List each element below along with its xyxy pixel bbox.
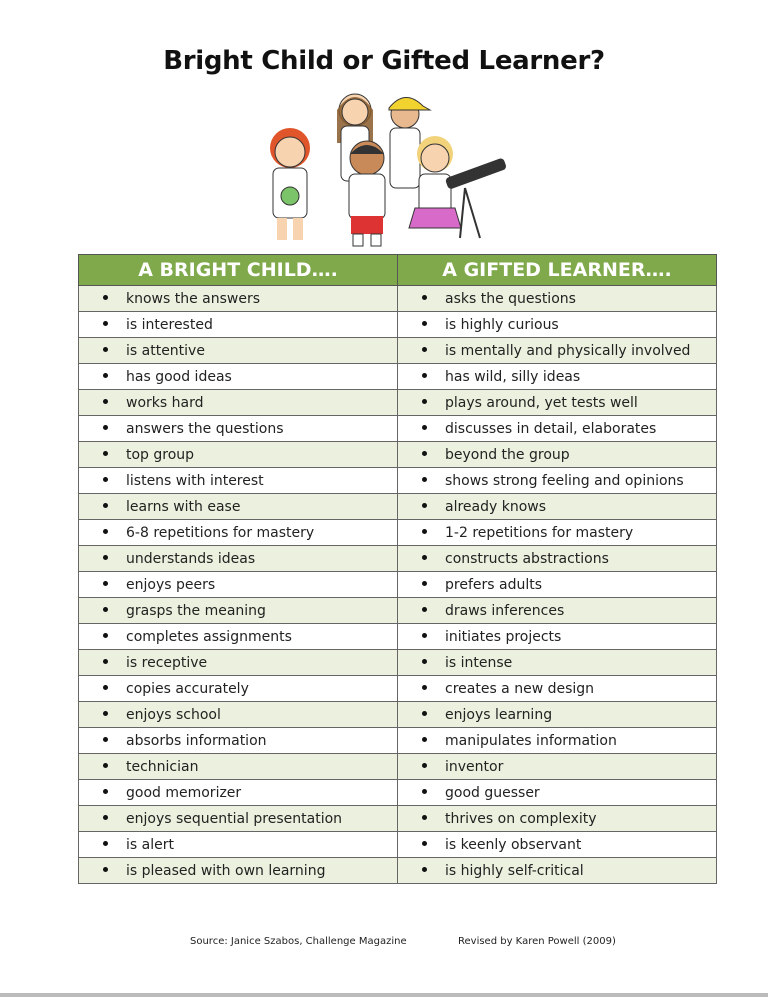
table-row — [79, 728, 717, 754]
trait-text: asks the questions — [445, 290, 576, 307]
trait-text: is highly curious — [445, 316, 559, 333]
table-row — [79, 338, 717, 364]
gifted-learner-trait — [398, 286, 717, 312]
bullet-icon — [422, 763, 427, 768]
bright-child-trait — [79, 546, 398, 572]
gifted-learner-trait — [398, 468, 717, 494]
bright-child-trait — [79, 494, 398, 520]
trait-text: enjoys peers — [126, 576, 216, 593]
trait-text: 6-8 repetitions for mastery — [126, 524, 315, 541]
bullet-icon — [103, 503, 108, 508]
trait-text: prefers adults — [445, 576, 543, 593]
trait-text: plays around, yet tests well — [445, 394, 638, 411]
gifted-learner-trait — [398, 832, 717, 858]
table-row — [79, 702, 717, 728]
bullet-icon — [103, 555, 108, 560]
bright-child-trait — [79, 676, 398, 702]
table-row — [79, 520, 717, 546]
gifted-learner-trait — [398, 702, 717, 728]
trait-text: absorbs information — [126, 732, 267, 749]
table-row — [79, 364, 717, 390]
table-row — [79, 624, 717, 650]
gifted-learner-trait — [398, 780, 717, 806]
trait-text: has good ideas — [126, 368, 232, 385]
bullet-icon — [103, 659, 108, 664]
bullet-icon — [103, 737, 108, 742]
trait-text: discusses in detail, elaborates — [445, 420, 657, 437]
trait-text: enjoys school — [126, 706, 221, 723]
bullet-icon — [422, 503, 427, 508]
bullet-icon — [103, 841, 108, 846]
bullet-icon — [422, 789, 427, 794]
bright-child-trait — [79, 780, 398, 806]
table-row — [79, 390, 717, 416]
table-row — [79, 546, 717, 572]
trait-text: inventor — [445, 758, 504, 775]
bullet-icon — [103, 451, 108, 456]
table-header-row — [79, 255, 717, 286]
comparison-table — [78, 254, 717, 884]
table-row — [79, 780, 717, 806]
table-row — [79, 806, 717, 832]
table-row — [79, 676, 717, 702]
bullet-icon — [103, 425, 108, 430]
bright-child-trait — [79, 286, 398, 312]
trait-text: is alert — [126, 836, 174, 853]
trait-text: is intense — [445, 654, 513, 671]
bullet-icon — [422, 321, 427, 326]
trait-text: is attentive — [126, 342, 205, 359]
trait-text: constructs abstractions — [445, 550, 609, 567]
trait-text: shows strong feeling and opinions — [445, 472, 684, 489]
gifted-learner-trait — [398, 338, 717, 364]
bullet-icon — [103, 295, 108, 300]
trait-text: knows the answers — [126, 290, 261, 307]
bullet-icon — [103, 685, 108, 690]
gifted-learner-trait — [398, 858, 717, 884]
bright-child-trait — [79, 598, 398, 624]
bright-child-trait — [79, 416, 398, 442]
trait-text: answers the questions — [126, 420, 284, 437]
bullet-icon — [103, 399, 108, 404]
gifted-learner-trait — [398, 416, 717, 442]
table-row — [79, 650, 717, 676]
bullet-icon — [422, 347, 427, 352]
bullet-icon — [103, 867, 108, 872]
bullet-icon — [422, 399, 427, 404]
trait-text: creates a new design — [445, 680, 595, 697]
gifted-learner-trait — [398, 520, 717, 546]
table-row — [79, 468, 717, 494]
column-header-bright-child: A BRIGHT CHILD…. — [79, 255, 398, 286]
table-body — [79, 286, 717, 884]
trait-text: copies accurately — [126, 680, 249, 697]
revision-credit: Revised by Karen Powell (2009) — [458, 936, 616, 947]
bullet-icon — [422, 659, 427, 664]
bullet-icon — [103, 529, 108, 534]
trait-text: enjoys learning — [445, 706, 553, 723]
trait-text: 1-2 repetitions for mastery — [445, 524, 634, 541]
table-row — [79, 598, 717, 624]
table-row — [79, 286, 717, 312]
trait-text: already knows — [445, 498, 547, 515]
bullet-icon — [103, 633, 108, 638]
bright-child-trait — [79, 442, 398, 468]
bullet-icon — [103, 711, 108, 716]
bullet-icon — [422, 425, 427, 430]
table-row — [79, 858, 717, 884]
bullet-icon — [422, 607, 427, 612]
gifted-learner-trait — [398, 806, 717, 832]
bullet-icon — [103, 763, 108, 768]
bullet-icon — [103, 815, 108, 820]
trait-text: manipulates information — [445, 732, 617, 749]
gifted-learner-trait — [398, 676, 717, 702]
trait-text: is interested — [126, 316, 213, 333]
bullet-icon — [103, 477, 108, 482]
trait-text: technician — [126, 758, 199, 775]
trait-text: thrives on complexity — [445, 810, 597, 827]
gifted-learner-trait — [398, 442, 717, 468]
table-row — [79, 442, 717, 468]
bullet-icon — [422, 581, 427, 586]
trait-text: enjoys sequential presentation — [126, 810, 343, 827]
bright-child-trait — [79, 702, 398, 728]
bullet-icon — [422, 815, 427, 820]
bright-child-trait — [79, 338, 398, 364]
table-row — [79, 572, 717, 598]
trait-text: draws inferences — [445, 602, 565, 619]
trait-text: is receptive — [126, 654, 208, 671]
bullet-icon — [422, 867, 427, 872]
bright-child-trait — [79, 624, 398, 650]
gifted-learner-trait — [398, 546, 717, 572]
kids-scientists-clipart — [255, 88, 515, 250]
trait-text: is highly self-critical — [445, 862, 584, 879]
trait-text: works hard — [126, 394, 204, 411]
trait-text: beyond the group — [445, 446, 570, 463]
gifted-learner-trait — [398, 598, 717, 624]
table-row — [79, 754, 717, 780]
bullet-icon — [103, 373, 108, 378]
trait-text: good memorizer — [126, 784, 242, 801]
bright-child-trait — [79, 858, 398, 884]
column-header-gifted-learner: A GIFTED LEARNER…. — [398, 255, 717, 286]
bullet-icon — [103, 789, 108, 794]
trait-text: completes assignments — [126, 628, 292, 645]
gifted-learner-trait — [398, 364, 717, 390]
page-title: Bright Child or Gifted Learner? — [163, 46, 605, 76]
bright-child-trait — [79, 364, 398, 390]
trait-text: is keenly observant — [445, 836, 582, 853]
page-bottom-border — [0, 993, 768, 997]
bright-child-trait — [79, 754, 398, 780]
gifted-learner-trait — [398, 572, 717, 598]
gifted-learner-trait — [398, 754, 717, 780]
trait-text: learns with ease — [126, 498, 241, 515]
trait-text: good guesser — [445, 784, 540, 801]
bullet-icon — [422, 451, 427, 456]
bullet-icon — [422, 477, 427, 482]
trait-text: grasps the meaning — [126, 602, 266, 619]
table-row — [79, 832, 717, 858]
bright-child-trait — [79, 312, 398, 338]
bright-child-trait — [79, 572, 398, 598]
bright-child-trait — [79, 520, 398, 546]
gifted-learner-trait — [398, 650, 717, 676]
bullet-icon — [422, 737, 427, 742]
trait-text: has wild, silly ideas — [445, 368, 581, 385]
bullet-icon — [422, 841, 427, 846]
source-credit: Source: Janice Szabos, Challenge Magazine — [190, 936, 407, 947]
table-row — [79, 312, 717, 338]
bullet-icon — [103, 607, 108, 612]
bullet-icon — [422, 633, 427, 638]
bullet-icon — [422, 295, 427, 300]
gifted-learner-trait — [398, 624, 717, 650]
bullet-icon — [103, 581, 108, 586]
trait-text: initiates projects — [445, 628, 562, 645]
trait-text: understands ideas — [126, 550, 256, 567]
bullet-icon — [422, 711, 427, 716]
bullet-icon — [422, 685, 427, 690]
bright-child-trait — [79, 650, 398, 676]
trait-text: top group — [126, 446, 195, 463]
bright-child-trait — [79, 728, 398, 754]
trait-text: is mentally and physically involved — [445, 342, 691, 359]
gifted-learner-trait — [398, 728, 717, 754]
gifted-learner-trait — [398, 312, 717, 338]
bullet-icon — [103, 321, 108, 326]
bright-child-trait — [79, 806, 398, 832]
bright-child-trait — [79, 832, 398, 858]
table-row — [79, 416, 717, 442]
bullet-icon — [422, 373, 427, 378]
trait-text: is pleased with own learning — [126, 862, 326, 879]
bullet-icon — [103, 347, 108, 352]
table-row — [79, 494, 717, 520]
bright-child-trait — [79, 468, 398, 494]
bullet-icon — [422, 529, 427, 534]
gifted-learner-trait — [398, 390, 717, 416]
bright-child-trait — [79, 390, 398, 416]
gifted-learner-trait — [398, 494, 717, 520]
trait-text: listens with interest — [126, 472, 264, 489]
bullet-icon — [422, 555, 427, 560]
